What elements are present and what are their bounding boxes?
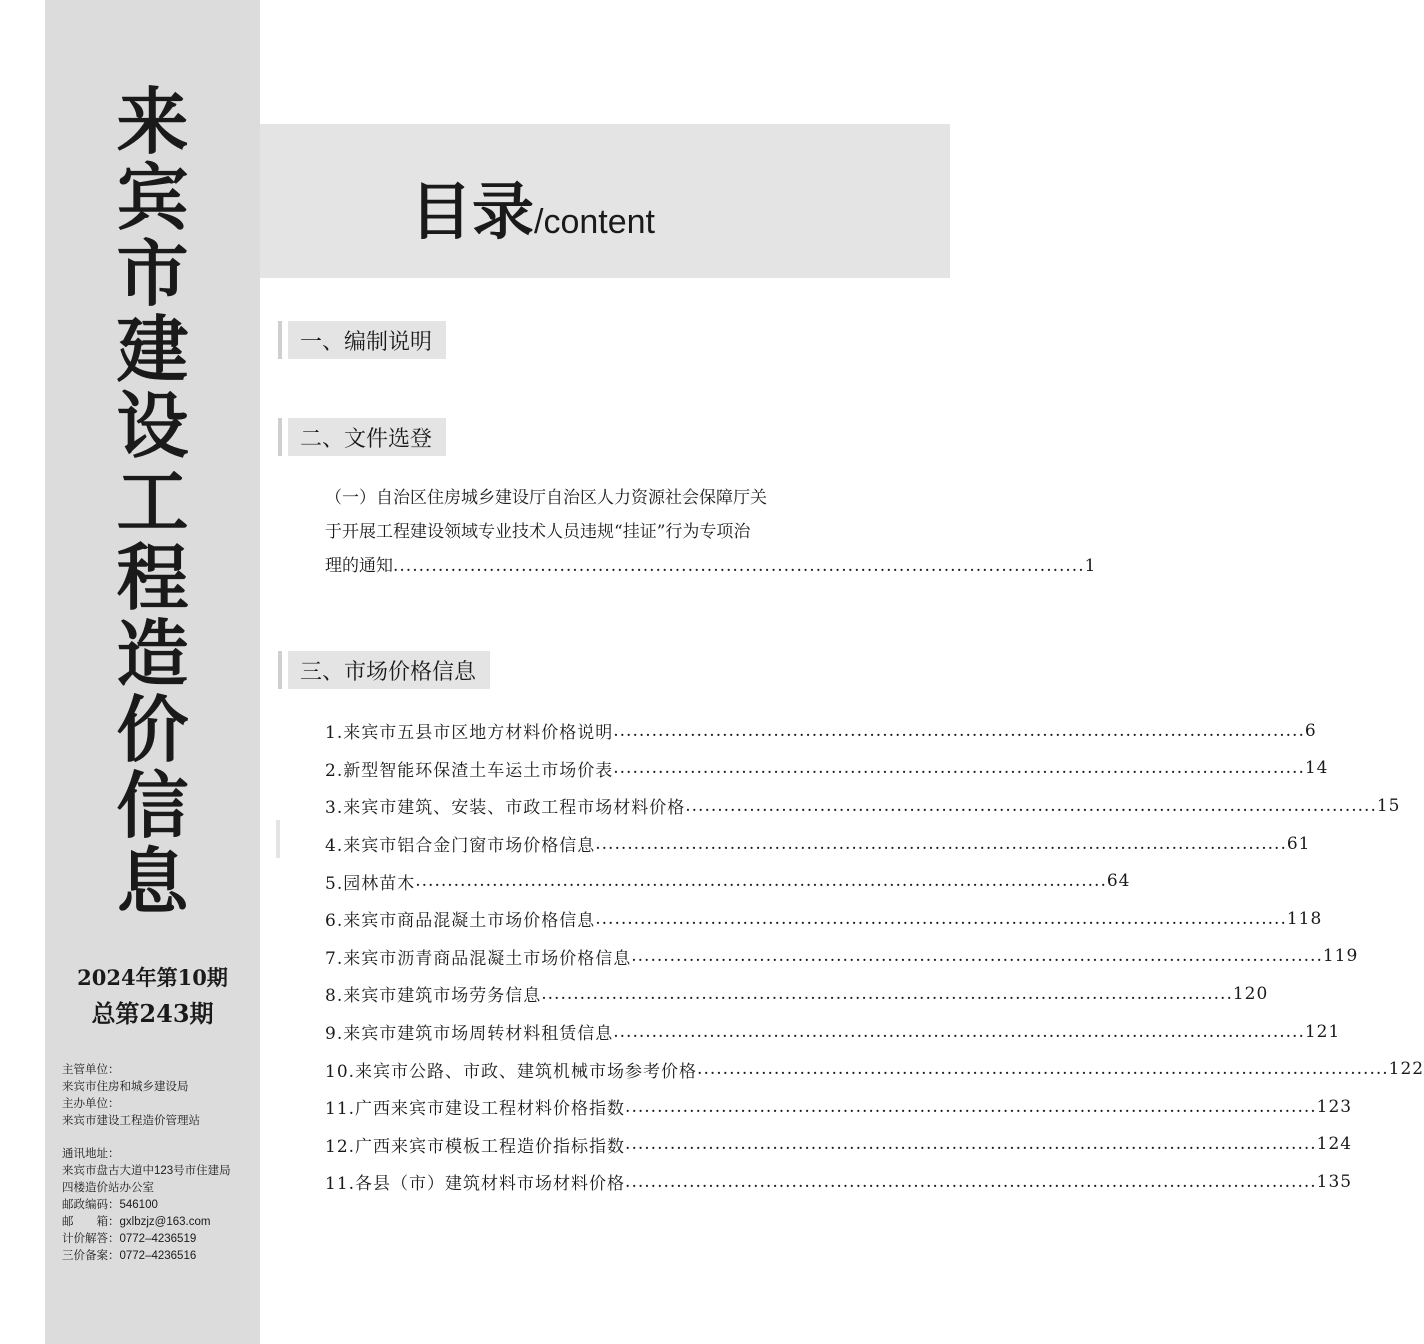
page-number: 122 [1388,1059,1424,1080]
dot-leader: ............................................................................................................ [631,946,1323,967]
dot-leader: ............................................................................................................ [685,795,1377,816]
toc-title: 7.来宾市沥青商品混凝土市场价格信息 [325,948,632,969]
title-char: 息 [116,839,189,924]
toc-title: 5.园林苗木 [325,873,416,894]
title-main: 目录 [410,175,535,248]
title-char: 程 [116,535,189,620]
toc-title: 8.来宾市建筑市场劳务信息 [325,986,542,1007]
dot-leader: ............................................................................................................ [415,871,1107,892]
dot-leader: ............................................................................................................ [625,1134,1317,1155]
toc-item[interactable] [325,712,1317,750]
toc-item[interactable] [325,1050,1424,1088]
notice-line: 于开展工程建设领域专业技术人员违规“挂证”行为专项治 [325,522,751,542]
dot-leader: ............................................................................................................ [595,833,1287,854]
page-number: 123 [1316,1096,1353,1117]
section-heading [278,321,446,359]
title-char: 设 [116,383,189,468]
dot-leader: ............................................................................................................ [613,720,1305,741]
publisher-info [62,1062,257,1265]
toc-item[interactable] [325,975,1269,1013]
toc-item[interactable] [325,1013,1341,1051]
page-number: 1 [1084,556,1096,576]
section-label: 二、文件选登 [288,418,446,456]
page-number: 119 [1322,946,1359,967]
toc-item[interactable] [325,862,1131,900]
page-number: 118 [1286,908,1323,929]
toc-list [325,712,1424,1201]
spacer [62,1130,257,1146]
toc-item[interactable] [325,1163,1353,1201]
divider [276,820,280,858]
section-label: 一、编制说明 [288,321,446,359]
info-line: 通讯地址： [62,1148,120,1160]
toc-title: 9.来宾市建筑市场周转材料租赁信息 [325,1024,614,1045]
notice-line: 理的通知 [325,556,393,576]
title-char: 市 [116,231,189,316]
toc-item[interactable] [325,1088,1353,1126]
title-char: 工 [116,459,189,544]
info-line: 四楼造价站办公室 [62,1182,154,1194]
dot-leader: ............................................................................................................ [541,983,1233,1004]
toc-item[interactable] [325,938,1359,976]
info-line: 三价备案：0772–4236516 [62,1250,197,1262]
toc-title: 3.来宾市建筑、安装、市政工程市场材料价格 [325,798,686,819]
page-title [410,162,655,251]
info-line: 邮 箱：gxlbzjz@163.com [62,1216,211,1228]
dot-leader: ............................................................................................................ [393,556,1085,576]
toc-title: 11.各县（市）建筑材料市场材料价格 [325,1174,626,1195]
info-line: 来宾市盘古大道中123号市住建局 [62,1165,231,1177]
header-band [260,124,950,278]
toc-title: 1.来宾市五县市区地方材料价格说明 [325,723,614,744]
dot-leader: ............................................................................................................ [625,1171,1317,1192]
total-issue-number: 总第243期 [91,999,214,1028]
issue-number: 2024年第10期 [77,965,228,990]
title-char: 建 [116,307,189,392]
page-number: 64 [1106,871,1131,892]
title-char: 宾 [116,155,189,240]
info-line: 主管单位： [62,1064,120,1076]
section-heading [278,651,490,689]
page-number: 135 [1316,1171,1353,1192]
title-char: 来 [116,79,189,164]
info-line: 来宾市建设工程造价管理站 [62,1115,200,1127]
info-line: 邮政编码：546100 [62,1199,158,1211]
toc-title: 4.来宾市铝合金门窗市场价格信息 [325,836,596,857]
info-line: 主办单位： [62,1098,120,1110]
dot-leader: ............................................................................................................ [625,1096,1317,1117]
sidebar [45,0,260,1344]
title-char: 信 [116,763,189,848]
dot-leader: ............................................................................................................ [697,1059,1389,1080]
section-label: 三、市场价格信息 [288,651,490,689]
dot-leader: ............................................................................................................ [613,1021,1305,1042]
publication-title [45,79,260,924]
toc-title: 11.广西来宾市建设工程材料价格指数 [325,1099,626,1120]
page-number: 14 [1304,758,1329,779]
page-number: 61 [1286,833,1311,854]
toc-item[interactable] [325,900,1323,938]
toc-item[interactable] [325,750,1329,788]
notice-entry[interactable] [325,481,1096,583]
section-heading [278,418,446,456]
toc-title: 12.广西来宾市模板工程造价指标指数 [325,1136,626,1157]
title-char: 价 [116,687,189,772]
title-char: 造 [116,611,189,696]
dot-leader: ............................................................................................................ [613,758,1305,779]
toc-title: 2.新型智能环保渣土车运土市场价表 [325,760,614,781]
notice-last-line [325,549,1096,583]
title-sub: /content [534,203,655,241]
dot-leader: ............................................................................................................ [595,908,1287,929]
toc-title: 6.来宾市商品混凝土市场价格信息 [325,911,596,932]
toc-item[interactable] [325,825,1311,863]
info-line: 来宾市住房和城乡建设局 [62,1081,189,1093]
toc-title: 10.来宾市公路、市政、建筑机械市场参考价格 [325,1061,698,1082]
info-line: 计价解答：0772–4236519 [62,1233,197,1245]
toc-item[interactable] [325,1126,1353,1164]
page-number: 6 [1304,720,1317,741]
page-number: 121 [1304,1021,1341,1042]
page-number: 15 [1376,795,1401,816]
page-number: 120 [1232,983,1269,1004]
toc-item[interactable] [325,787,1401,825]
notice-line: （一）自治区住房城乡建设厅自治区人力资源社会保障厅关 [325,488,767,508]
page-number: 124 [1316,1134,1353,1155]
